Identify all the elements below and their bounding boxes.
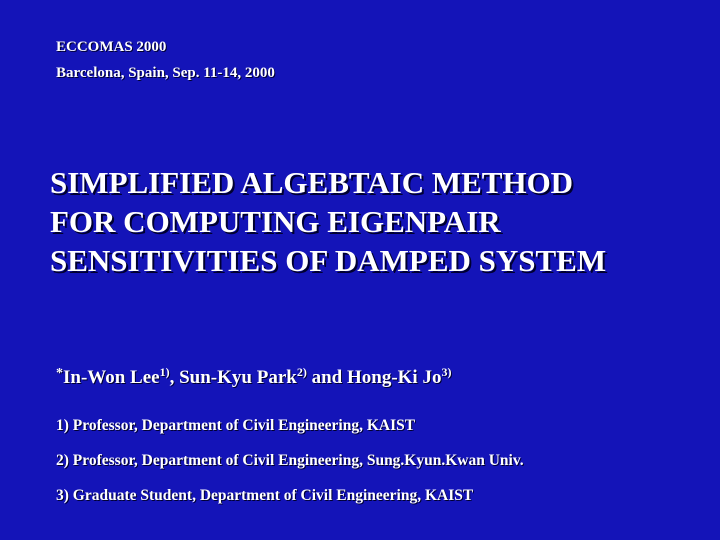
slide-title xyxy=(50,163,690,280)
conference-info xyxy=(56,34,275,86)
title-line-1: SIMPLIFIED ALGEBTAIC METHOD xyxy=(50,165,574,200)
title-line-3: SENSITIVITIES OF DAMPED SYSTEM xyxy=(50,243,607,278)
author-3-name: Hong-Ki Jo xyxy=(346,367,442,388)
conference-place-date: Barcelona, Spain, Sep. 11-14, 2000 xyxy=(56,65,275,81)
author-separator: , xyxy=(169,367,180,388)
author-1-affiliation-mark: 1) xyxy=(159,365,170,379)
author-2-name: Sun-Kyu Park xyxy=(179,367,297,388)
presenter-mark: * xyxy=(56,366,63,381)
title-line-2: FOR COMPUTING EIGENPAIR xyxy=(50,204,501,239)
author-1-name: In-Won Lee xyxy=(63,367,160,388)
author-2-affiliation-mark: 2) xyxy=(296,365,307,379)
affiliation-1: 1) Professor, Department of Civil Engineering, KAIST xyxy=(56,417,416,434)
author-line xyxy=(56,366,451,390)
author-separator: and xyxy=(306,367,347,388)
author-3-affiliation-mark: 3) xyxy=(441,365,452,379)
affiliation-2: 2) Professor, Department of Civil Engineering, Sung.Kyun.Kwan Univ. xyxy=(56,452,524,469)
affiliation-3: 3) Graduate Student, Department of Civil Engineering, KAIST xyxy=(56,487,474,504)
conference-name: ECCOMAS 2000 xyxy=(56,39,167,55)
affiliation-list xyxy=(56,408,524,513)
